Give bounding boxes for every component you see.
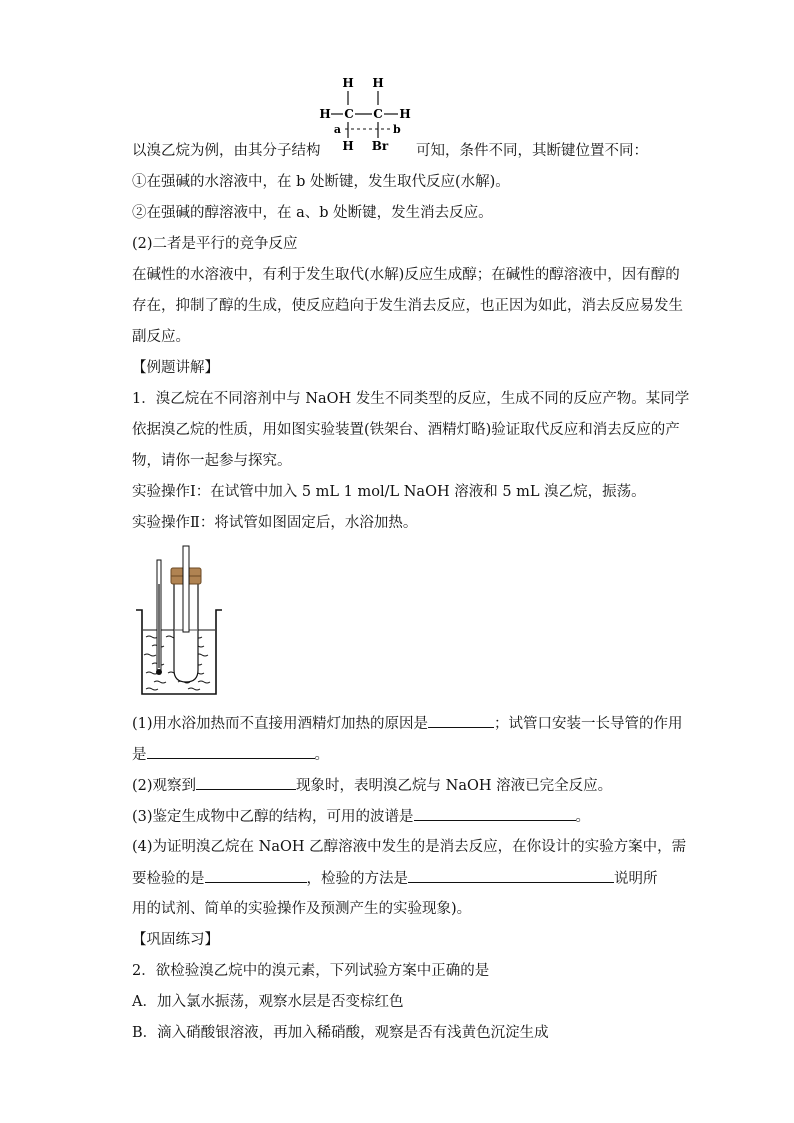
subquestion-1-text-a: (1)用水浴加热而不直接用酒精灯加热的原因是	[132, 716, 429, 732]
bromoethane-structure	[318, 72, 418, 154]
subquestion-3	[132, 806, 590, 827]
subquestion-4-line-2	[132, 868, 658, 889]
answer-blank-1[interactable]	[428, 713, 494, 728]
item-3: (2)二者是平行的竞争反应	[132, 236, 298, 252]
question-2: 2．欲检验溴乙烷中的溴元素，下列试验方案中正确的是	[132, 963, 490, 979]
subquestion-4-text-c: 说明所	[614, 871, 658, 887]
paragraph-line-3: 副反应。	[132, 329, 190, 345]
long-tube	[183, 546, 189, 632]
paragraph-line-1: 在碱性的水溶液中，有利于发生取代(水解)反应生成醇；在碱性的醇溶液中，因有醇的	[132, 267, 680, 283]
question-1-line-3: 物，请你一起参与探究。	[132, 453, 292, 469]
section-example: 【例题讲解】	[132, 360, 219, 376]
answer-blank-3[interactable]	[196, 775, 296, 790]
subquestion-1-text-c: 是	[132, 747, 147, 763]
subquestion-2-text-a: (2)观察到	[132, 778, 197, 794]
subquestion-4-text-b: ，检验的方法是	[306, 871, 408, 887]
subquestion-4-text-a: 要检验的是	[132, 871, 205, 887]
atom-h-right: H	[399, 107, 411, 121]
intro-before: 以溴乙烷为例，由其分子结构	[132, 143, 321, 159]
atom-c-left: C	[344, 107, 354, 121]
atom-h-left: H	[319, 107, 331, 121]
atom-h-top-right: H	[372, 76, 384, 90]
option-a: A．加入氯水振荡，观察水层是否变棕红色	[132, 994, 404, 1010]
subquestion-2	[132, 775, 612, 796]
subquestion-3-text-a: (3)鉴定生成物中乙醇的结构，可用的波谱是	[132, 809, 414, 825]
subquestion-4-line-3: 用的试剂、简单的实验操作及预测产生的实验现象)。	[132, 901, 472, 917]
question-1-line-1: 1．溴乙烷在不同溶剂中与 NaOH 发生不同类型的反应，生成不同的反应产物。某同学	[132, 391, 690, 407]
subquestion-1-line-2	[132, 744, 329, 765]
apparatus-figure	[130, 544, 230, 698]
atom-h-top-left: H	[342, 76, 354, 90]
paragraph-line-2: 存在，抑制了醇的生成，使反应趋向于发生消去反应，也正因为如此，消去反应易发生	[132, 298, 683, 314]
subquestion-4-line-1: (4)为证明溴乙烷在 NaOH 乙醇溶液中发生的是消去反应，在你设计的实验方案中，需	[132, 839, 687, 855]
item-1: ①在强碱的水溶液中，在 b 处断键，发生取代反应(水解)。	[132, 174, 510, 190]
answer-blank-2[interactable]	[147, 744, 315, 759]
subquestion-3-text-b: 。	[575, 809, 591, 825]
section-practice: 【巩固练习】	[132, 932, 219, 948]
question-1-line-2: 依据溴乙烷的性质，用如图实验装置(铁架台、酒精灯略)验证取代反应和消去反应的产	[132, 422, 680, 438]
atom-c-right: C	[373, 107, 383, 121]
answer-blank-6[interactable]	[408, 868, 614, 883]
answer-blank-5[interactable]	[205, 868, 307, 883]
atom-br-bottom: Br	[371, 139, 389, 153]
answer-blank-4[interactable]	[414, 806, 576, 821]
subquestion-2-text-b: 现象时，表明溴乙烷与 NaOH 溶液已完全反应。	[296, 778, 613, 794]
subquestion-1-line-1	[132, 713, 683, 734]
item-2: ②在强碱的醇溶液中，在 a、b 处断键，发生消去反应。	[132, 205, 493, 221]
operation-1: 实验操作Ⅰ：在试管中加入 5 mL 1 mol/L NaOH 溶液和 5 mL 溴乙烷，振荡。	[132, 484, 646, 500]
bond-label-a: a	[333, 123, 341, 136]
subquestion-1-text-d: 。	[314, 747, 329, 763]
operation-2: 实验操作Ⅱ：将试管如图固定后，水浴加热。	[132, 515, 418, 531]
bond-label-b: b	[393, 123, 401, 136]
intro-after: 可知，条件不同，其断键位置不同：	[416, 143, 648, 159]
subquestion-1-text-b: ；试管口安装一长导管的作用	[494, 716, 683, 732]
atom-h-bottom: H	[342, 139, 354, 153]
option-b: B．滴入硝酸银溶液，再加入稀硝酸，观察是否有浅黄色沉淀生成	[132, 1025, 549, 1041]
